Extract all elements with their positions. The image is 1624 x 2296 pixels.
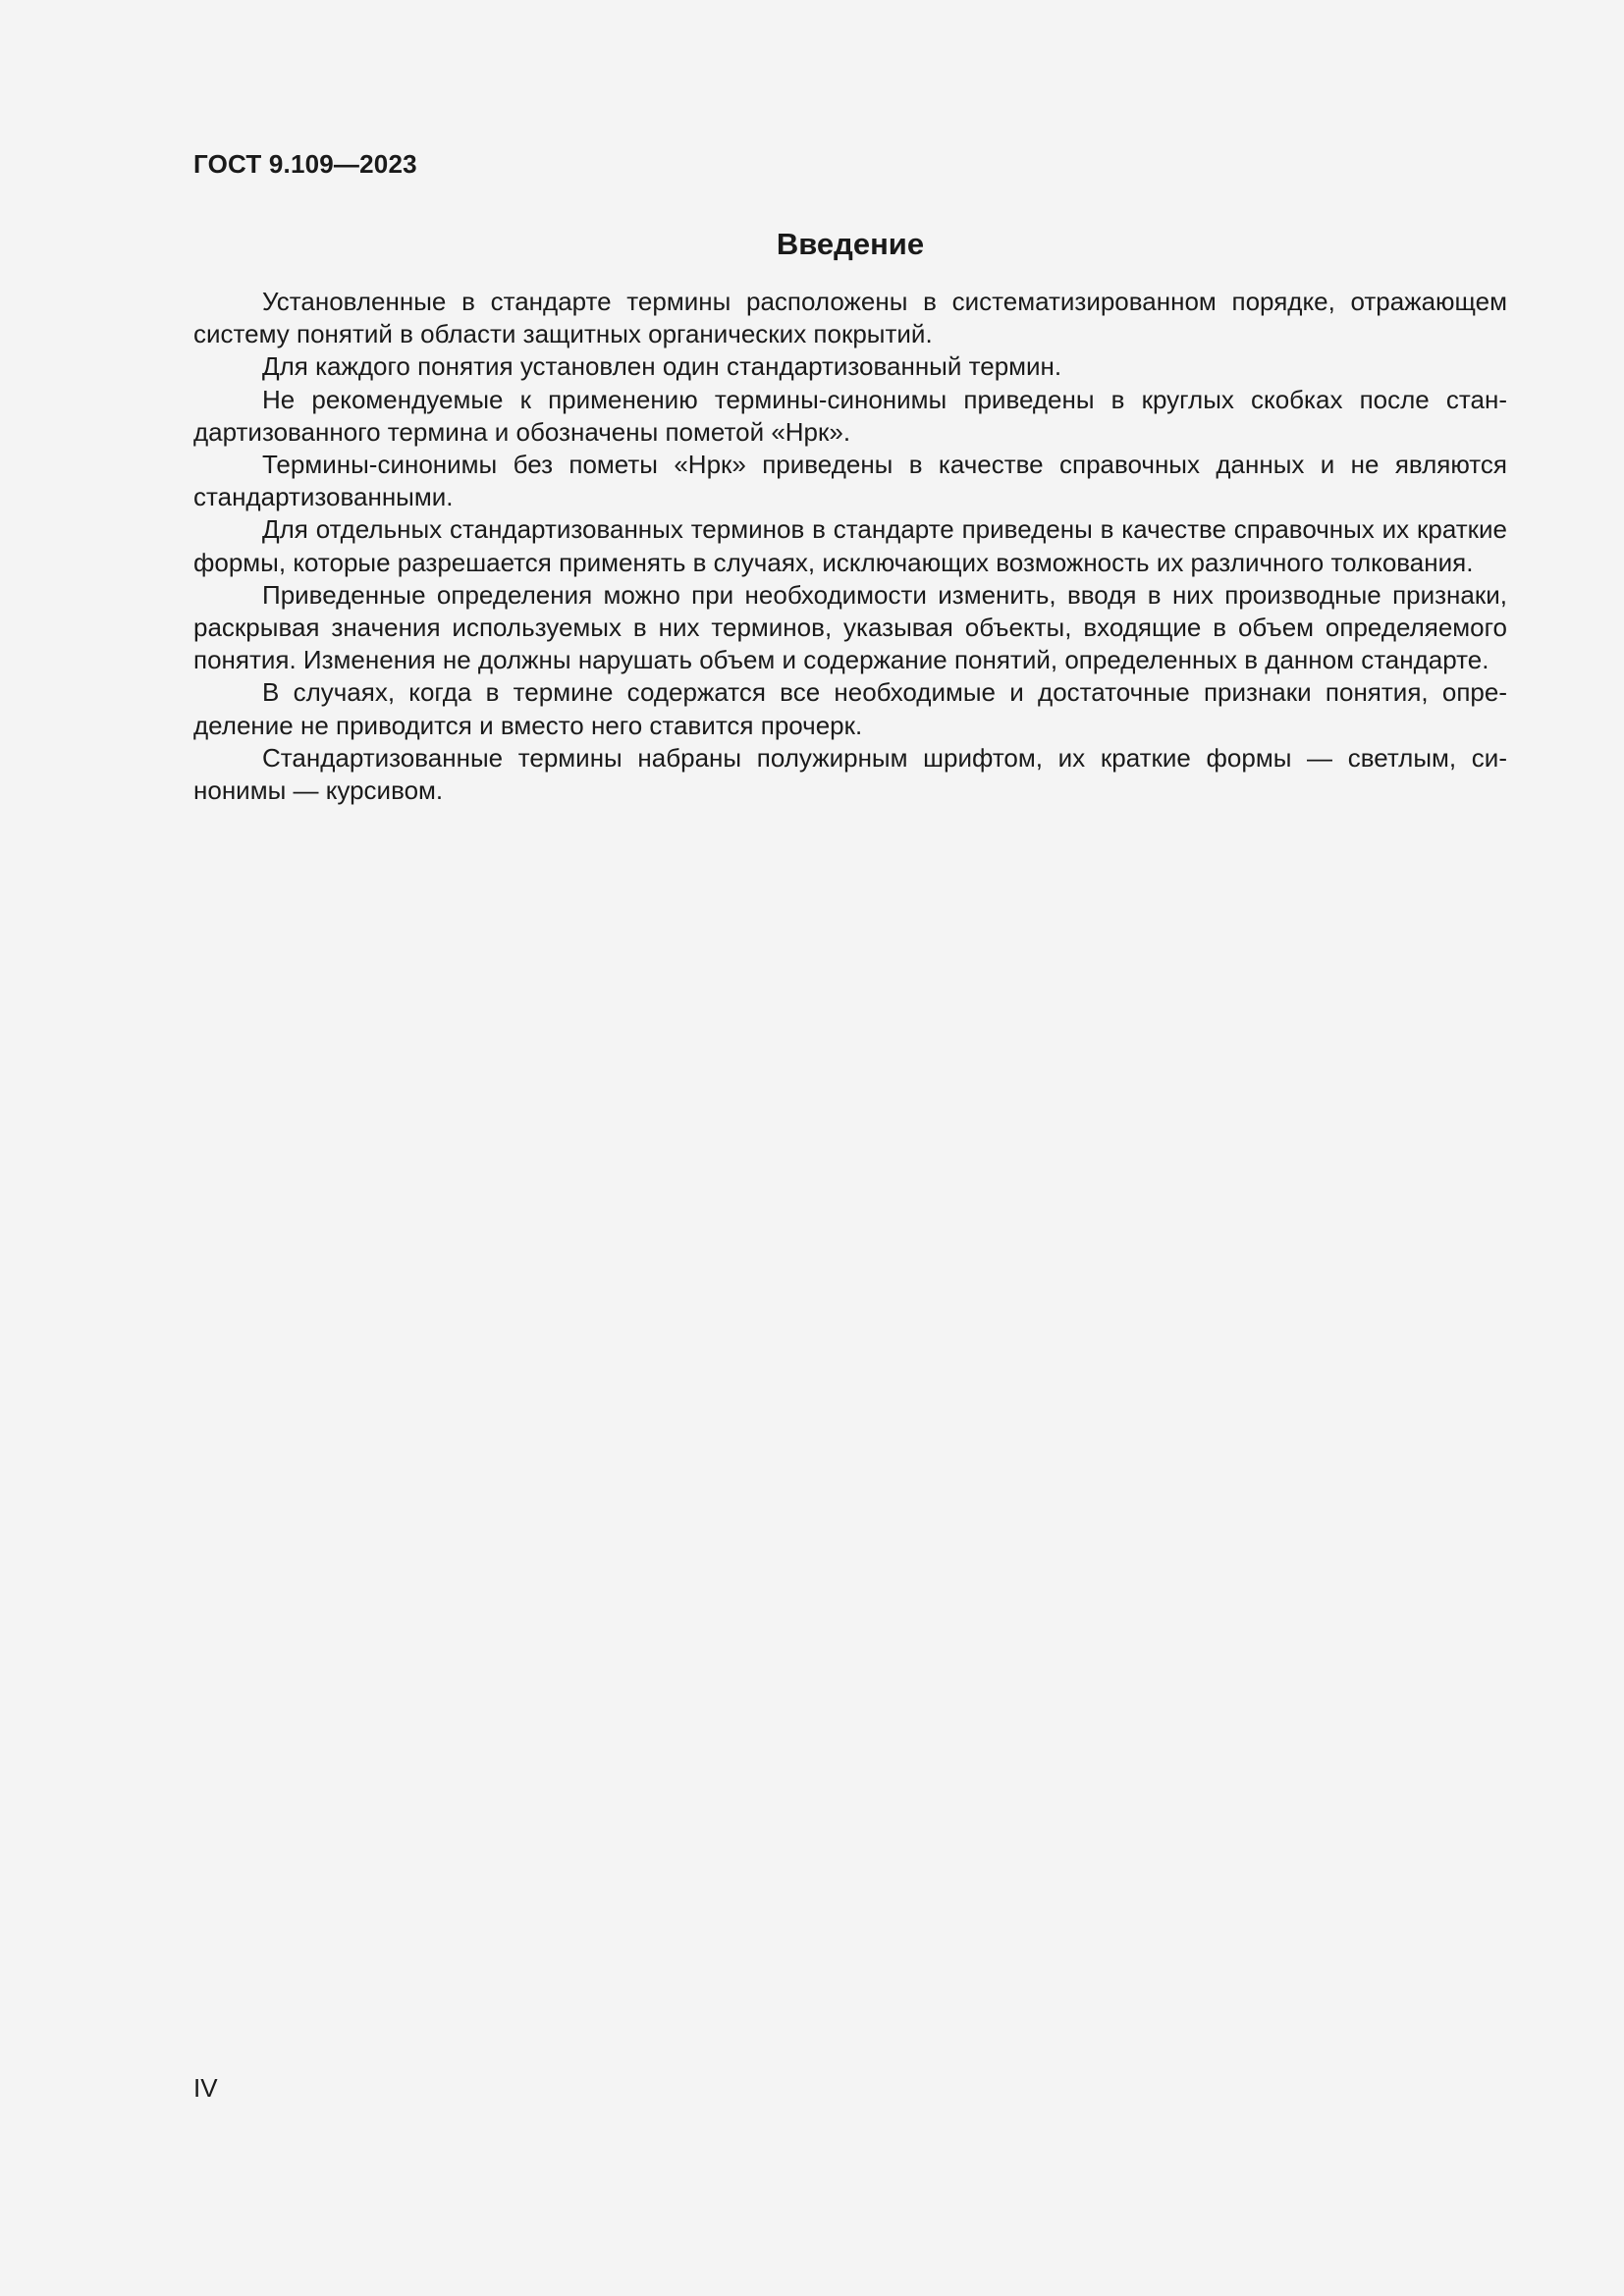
paragraph: В случаях, когда в термине содержатся все необходимые и достаточные признаки понятия, определение не приводится и вместо него ставится прочерк.: [193, 677, 1507, 740]
section-title: Введение: [776, 227, 925, 261]
paragraph: Стандартизованные термины набраны полужирным шрифтом, их краткие формы — светлым, синонимы — курсивом.: [193, 742, 1507, 806]
introduction-text: [193, 286, 1507, 807]
paragraph: Для отдельных стандартизованных терминов в стандарте приведены в качестве справочных их краткие формы, которые разрешается применять в случаях, исключающих возможность их различного толкования.: [193, 514, 1507, 577]
paragraph: Не рекомендуемые к применению термины-синонимы приведены в круглых скобках после стандартизованного термина и обозначены пометой «Нрк».: [193, 384, 1507, 447]
paragraph: Термины-синонимы без пометы «Нрк» приведены в качестве справочных данных и не являются стандартизованными.: [193, 450, 1507, 512]
paragraph: Для каждого понятия установлен один стандартизованный термин.: [262, 351, 1062, 382]
paragraph: Приведенные определения можно при необходимости изменить, вводя в них производные признаки, раскрывая значения используемых в них терминов, указывая объекты, входящие в объем определяемого понятия. Изменения не должны нарушать объем и содержание понятий, определенных в данном стандарте.: [193, 579, 1507, 675]
paragraph: Установленные в стандарте термины расположены в систематизированном порядке, отражающем систему понятий в области защитных органических покрытий.: [193, 287, 1507, 349]
standard-designation: ГОСТ 9.109—2023: [193, 149, 417, 179]
page-number: IV: [193, 2073, 218, 2103]
